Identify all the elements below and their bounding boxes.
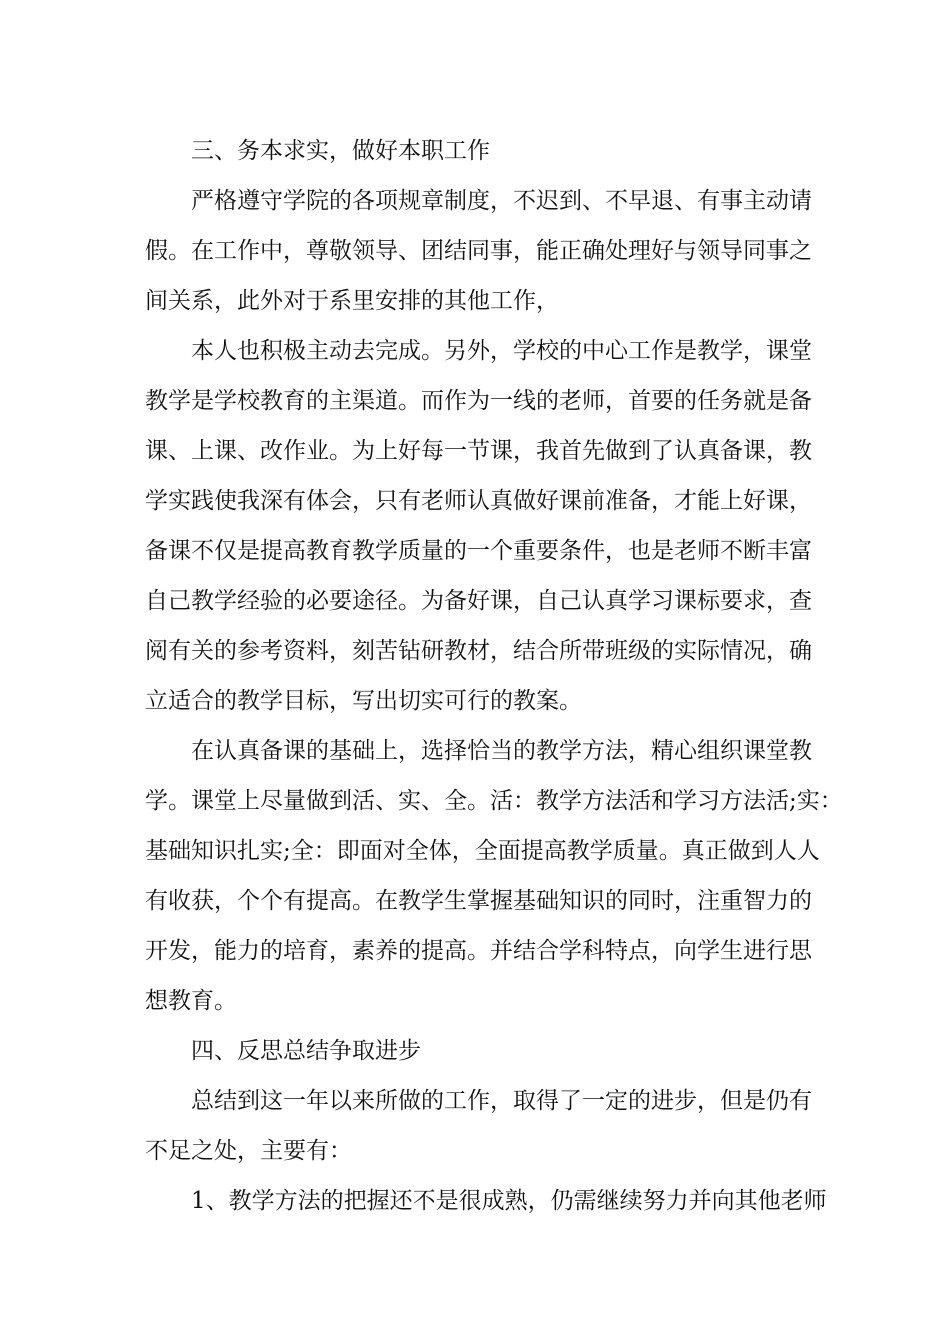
- paragraph-line: 课、上课、改作业。为上好每一节课，我首先做到了认真备课，教: [145, 438, 812, 464]
- paragraph-line: 立适合的教学目标，写出切实可行的教案。: [145, 688, 582, 714]
- paragraph-line: 教学是学校教育的主渠道。而作为一线的老师，首要的任务就是备: [145, 388, 812, 414]
- paragraph-line: 想教育。: [145, 988, 237, 1014]
- section-heading-4: 四、反思总结争取进步: [191, 1038, 421, 1064]
- paragraph-line: 有收获，个个有提高。在教学生掌握基础知识的同时，注重智力的: [145, 888, 812, 914]
- paragraph-line: 阅有关的参考资料，刻苦钻研教材，结合所带班级的实际情况，确: [145, 638, 812, 664]
- paragraph-line: 开发，能力的培育，素养的提高。并结合学科特点，向学生进行思: [145, 938, 812, 964]
- paragraph-line: 基础知识扎实;全：即面对全体，全面提高教学质量。真正做到人人: [145, 838, 820, 864]
- paragraph-line: 本人也积极主动去完成。另外，学校的中心工作是教学，课堂: [191, 338, 812, 364]
- paragraph-line: 不足之处，主要有：: [145, 1138, 352, 1164]
- paragraph-line: 总结到这一年以来所做的工作，取得了一定的进步，但是仍有: [191, 1088, 812, 1114]
- paragraph-line: 假。在工作中，尊敬领导、团结同事，能正确处理好与领导同事之: [145, 238, 812, 264]
- paragraph-line: 学实践使我深有体会，只有老师认真做好课前准备，才能上好课，: [145, 488, 812, 514]
- paragraph-line: 自己教学经验的必要途径。为备好课，自己认真学习课标要求，查: [145, 588, 812, 614]
- paragraph-line: 间关系，此外对于系里安排的其他工作，: [145, 288, 559, 314]
- paragraph-line: 备课不仅是提高教育教学质量的一个重要条件，也是老师不断丰富: [145, 538, 812, 564]
- paragraph-line: 严格遵守学院的各项规章制度，不迟到、不早退、有事主动请: [191, 188, 812, 214]
- paragraph-line: 在认真备课的基础上，选择恰当的教学方法，精心组织课堂教: [191, 738, 812, 764]
- list-item: 1、教学方法的把握还不是很成熟，仍需继续努力并向其他老师: [191, 1188, 827, 1214]
- paragraph-line: 学。课堂上尽量做到活、实、全。活：教学方法活和学习方法活;实：: [145, 788, 843, 814]
- section-heading-3: 三、务本求实，做好本职工作: [191, 138, 490, 164]
